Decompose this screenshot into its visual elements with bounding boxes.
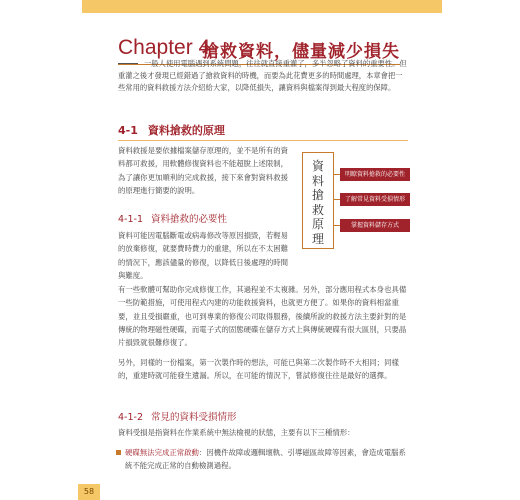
subsection-4-1-1-paragraph-3: 另外，同樣的一份檔案，第一次製作時的想法，可能已與第二次製作時不大相同；同樣的，重建時就可能發生遺漏。所以，在可能的情況下，嘗試修復往往是最好的選擇。 [118,358,399,381]
diagram-box [302,152,334,249]
section-title: 資料搶救的原理 [147,124,225,137]
bullet-highlight: 硬碟無法完成正常啟動 [125,448,199,457]
diagram-box-label: 資 料 搶 救 原 理 [311,159,324,246]
diagram-item-1: 明瞭資料搶救的必要性 [340,168,410,181]
diagram-item-3: 掌握資料儲存方式 [340,219,410,232]
subsection-title: 資料搶救的必要性 [151,214,228,225]
chapter-label: Chapter 4 [118,36,211,59]
header-tab [82,0,442,13]
page-number: 58 [78,484,100,500]
subsection-title: 常見的資料受損情形 [151,412,237,423]
subsection-number: 4-1-1 [118,214,143,225]
diagram-item-2: 了解常見資料受損情形 [340,193,410,206]
bullet-marker [116,450,121,455]
subsection-4-1-1-paragraph-2: 有一些軟體可幫助你完成修復工作，其過程並不太複雜。另外，部分應用程式本身也具備一些防範措施，可使用程式內建的功能救援資料，也就更方便了。如果你的資料相當重要，並且受損嚴重，也可到專業的修復公司取得服務，後續所說的救援方法主要針對的是傳統的物理磁性硬碟，而電子式的固態硬碟在儲存方式上與傳統硬碟有很大區別，只要晶片損毀就很難修復了。 [118,285,407,348]
chapter-title: 搶救資料，儘量減少損失 [202,42,400,62]
subsection-number: 4-1-2 [118,412,143,423]
bullet-item [125,446,410,473]
section-number: 4-1 [118,124,138,137]
subsection-4-1-1-heading [118,211,227,225]
bullet-text: ：因機件故障或邏輯壞軌、引導磁區故障等因素，會造成電腦系統不能完成正常的自動檢測過程。 [125,448,406,471]
section-4-1-paragraph: 資料救援是要依據檔案儲存原理的，並不是所有的資料都可救援，用軟體修復資料也不能超脫上述限制，為了讓你更加順利的完成救援，接下來會對資料救援的原理進行簡要的說明。 [118,146,288,195]
section-4-1-heading [118,122,225,138]
section-rule [118,140,408,141]
subsection-4-1-1-paragraph-1: 資料可能因電腦斷電或病毒修改等原因損毀，若輕易的放棄修復，就要費時費力的重建，所以在不太困難的情況下，應該儘量的修復，以降低日後處理的時間與難度。 [118,231,288,280]
intro-paragraph: 一般人使用電腦遇到系統問題，往往就直接重灌了，多半忽略了資料的重要性。但重灌之後才發現已經錯過了搶救資料的時機，而要為此花費更多的時間處理，本章會把一些常用的資料救援方法介紹給大家，以降低損失，讓資料與檔案得到最大程度的保障。 [118,59,407,92]
subsection-4-1-2-heading [118,409,237,423]
subsection-4-1-2-paragraph: 資料受損是指資料在作業系統中無法檢視的狀態，主要有以下三種情形： [118,428,355,437]
